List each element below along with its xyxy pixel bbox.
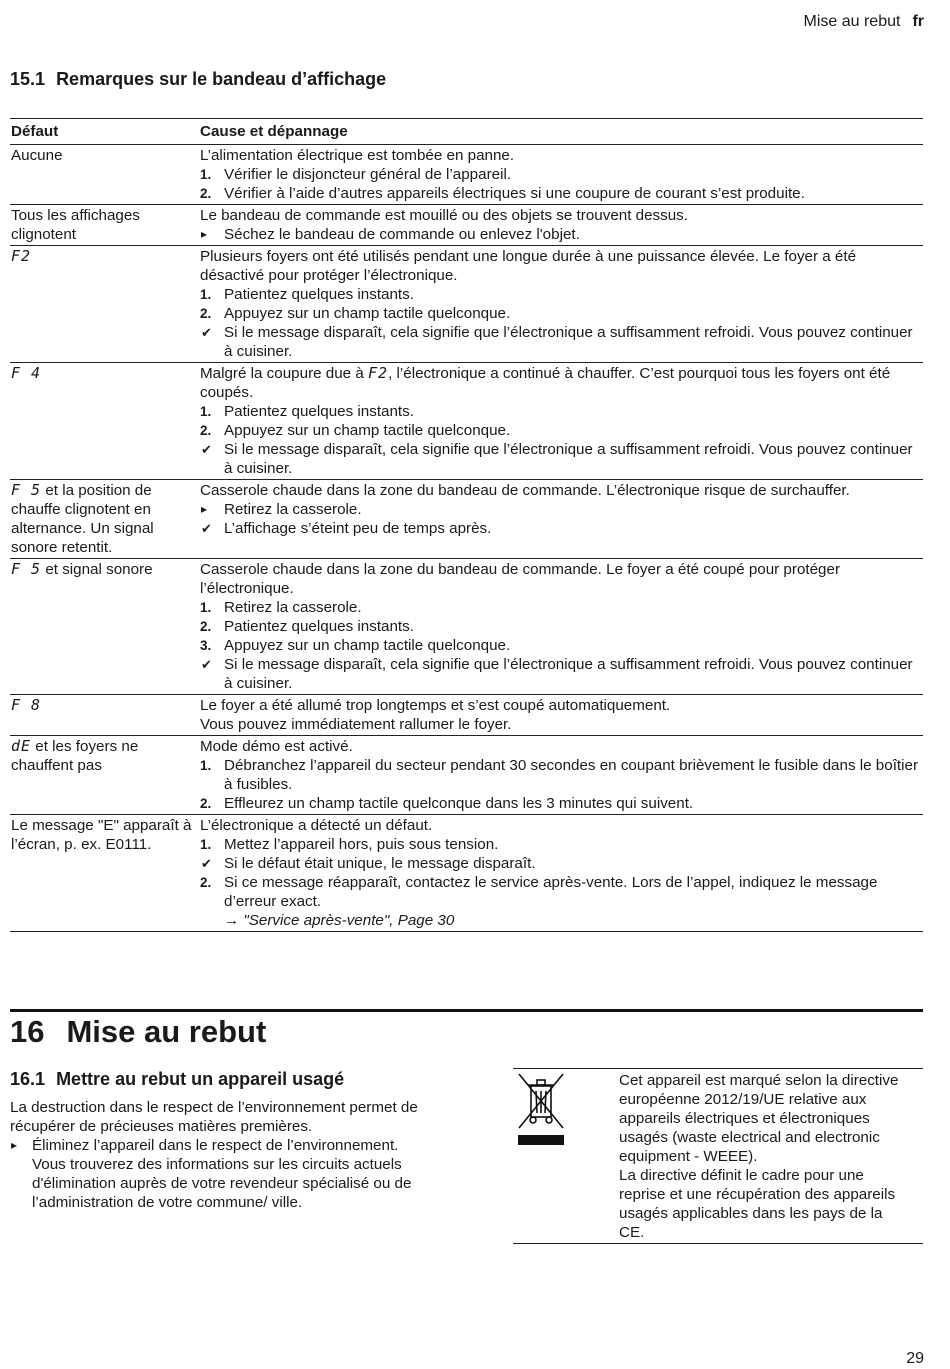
section-title-text: Remarques sur le bandeau d’affichage — [56, 69, 387, 89]
result-item: ✔ L’affichage s’éteint peu de temps après. — [200, 519, 923, 538]
numbered-step — [200, 402, 923, 421]
step-number: 3. — [200, 638, 212, 653]
cause-cell — [199, 480, 923, 559]
disposal-action-text: ▸ Éliminez l’appareil dans le respect de l’environnement. — [32, 1137, 399, 1154]
result-item: ✔ Si le message disparaît, cela signifie que l’électronique a suffisamment refroidi. Vous pouvez continuer à cuisiner. — [200, 655, 923, 693]
fault-cell — [10, 145, 199, 205]
step-text: Appuyez sur un champ tactile quelconque. — [224, 637, 511, 654]
section-title-text: Mettre au rebut un appareil usagé — [56, 1069, 345, 1089]
step-text: Si ce message réapparaît, contactez le service après-vente. Lors de l’appel, indiquez le message d’erreur exact. — [224, 874, 878, 910]
cause-text-2: Vous pouvez immédiatement rallumer le foyer. — [200, 716, 512, 733]
cause-text-part: Malgré la coupure due à — [200, 365, 369, 382]
cause-text: Casserole chaude dans la zone du bandeau de commande. Le foyer a été coupé pour protéger l’électronique. — [200, 561, 841, 597]
fault-cell — [10, 559, 199, 695]
section-number: 15.1 — [10, 69, 46, 89]
cause-text-part: , l’électronique a continué à chauffer. C’est pourquoi tous les foyers ont été coupés. — [200, 365, 891, 401]
step-number: 2. — [200, 306, 212, 321]
column-header-cause: Cause et dépannage — [199, 119, 923, 145]
step-text: Retirez la casserole. — [224, 599, 362, 616]
fault-text: et signal sonore — [41, 561, 153, 578]
chapter-number: 16 — [10, 1014, 45, 1049]
step-number: 1. — [200, 758, 212, 773]
numbered-step — [200, 636, 923, 655]
cause-cell — [199, 815, 923, 932]
fault-text: Aucune — [11, 147, 63, 164]
running-header — [804, 12, 925, 31]
step-text: Vérifier le disjoncteur général de l’appareil. — [224, 166, 512, 183]
cause-text: L’électronique a détecté un défaut. — [200, 817, 433, 834]
cross-reference-link[interactable]: → "Service après-vente", Page 30 — [224, 912, 455, 929]
chapter-16-title — [10, 1012, 266, 1052]
numbered-step — [200, 285, 923, 304]
cause-text: Le bandeau de commande est mouillé ou des objets se trouvent dessus. — [200, 207, 688, 224]
numbered-step — [200, 873, 923, 911]
column-header-fault: Défaut — [10, 119, 199, 145]
action-item: ▸ Retirez la casserole. — [200, 500, 923, 519]
fault-code: F 5 — [11, 560, 42, 578]
cause-cell — [199, 205, 923, 246]
header-section: Mise au rebut — [803, 13, 901, 30]
fault-cell — [10, 480, 199, 559]
cause-text: L’alimentation électrique est tombée en panne. — [200, 147, 515, 164]
step-number: 2. — [200, 875, 212, 890]
numbered-step — [200, 617, 923, 636]
numbered-step — [200, 794, 923, 813]
cause-cell — [199, 559, 923, 695]
step-text: Patientez quelques instants. — [224, 403, 414, 420]
step-text: Mettez l’appareil hors, puis sous tension. — [224, 836, 499, 853]
step-text: Appuyez sur un champ tactile quelconque. — [224, 305, 511, 322]
cause-text — [200, 364, 923, 402]
cause-text: Le foyer a été allumé trop longtemps et s’est coupé automatiquement. — [200, 697, 671, 714]
step-number: 1. — [200, 404, 212, 419]
fault-text: et la position de chauffe clignotent en alternance. Un signal sonore retentit. — [11, 482, 154, 556]
disposal-action — [10, 1136, 435, 1212]
header-lang: fr — [912, 13, 924, 30]
weee-paragraph-2: La directive définit le cadre pour une reprise et une récupération des appareils usagés applicables dans les pays de la CE. — [619, 1167, 896, 1241]
fault-table — [10, 118, 923, 932]
disposal-intro: La destruction dans le respect de l’environnement permet de récupérer de précieuses matières premières. — [10, 1099, 418, 1135]
chapter-title-text: Mise au rebut — [66, 1014, 267, 1049]
cause-text: Casserole chaude dans la zone du bandeau de commande. L’électronique risque de surchauffer. — [200, 482, 850, 499]
fault-text: Tous les affichages clignotent — [11, 207, 140, 243]
numbered-step — [200, 598, 923, 617]
numbered-step — [200, 184, 923, 203]
table-row — [10, 736, 923, 815]
result-item: ✔ Si le message disparaît, cela signifie que l’électronique a suffisamment refroidi. Vous pouvez continuer à cuisiner. — [200, 323, 923, 361]
step-text: Appuyez sur un champ tactile quelconque. — [224, 422, 511, 439]
fault-cell — [10, 815, 199, 932]
step-number: 2. — [200, 423, 212, 438]
table-row — [10, 815, 923, 932]
cause-cell — [199, 736, 923, 815]
section-16-1-title — [10, 1070, 344, 1089]
table-header-row — [10, 119, 923, 145]
fault-code: dE — [11, 737, 32, 755]
step-number: 1. — [200, 167, 212, 182]
step-text: Vérifier à l’aide d’autres appareils électriques si une coupure de courant s’est produite. — [224, 185, 805, 202]
cause-cell — [199, 363, 923, 480]
section-number: 16.1 — [10, 1069, 46, 1089]
table-row — [10, 480, 923, 559]
inline-fault-code: F2 — [368, 364, 389, 382]
weee-paragraph-1: Cet appareil est marqué selon la directive européenne 2012/19/UE relative aux appareils électriques et électroniques usagés (waste electrical and electronic equipment - WEEE). — [619, 1072, 899, 1165]
numbered-step — [200, 756, 923, 794]
crossed-bin-icon — [516, 1071, 566, 1151]
table-row — [10, 559, 923, 695]
step-number: 1. — [200, 837, 212, 852]
table-row — [10, 145, 923, 205]
fault-cell — [10, 695, 199, 736]
table-row — [10, 205, 923, 246]
fault-code: F 4 — [11, 364, 42, 382]
cause-cell — [199, 695, 923, 736]
numbered-step — [200, 835, 923, 854]
fault-cell — [10, 363, 199, 480]
numbered-step — [200, 421, 923, 440]
fault-cell — [10, 736, 199, 815]
cause-text: Plusieurs foyers ont été utilisés pendant une longue durée à une puissance élevée. Le foyer a été désactivé pour protéger l’électronique. — [200, 248, 857, 284]
step-number: 1. — [200, 600, 212, 615]
disposal-text — [10, 1098, 435, 1212]
table-row — [10, 695, 923, 736]
weee-notice — [513, 1068, 923, 1244]
fault-text: et les foyers ne chauffent pas — [11, 738, 139, 774]
action-item: ▸ Séchez le bandeau de commande ou enlevez l'objet. — [200, 225, 923, 244]
step-text: Patientez quelques instants. — [224, 286, 414, 303]
step-number: 1. — [200, 287, 212, 302]
fault-code: F 5 — [11, 481, 42, 499]
weee-text — [619, 1071, 904, 1242]
result-item: ✔ Si le défaut était unique, le message disparaît. — [200, 854, 923, 873]
result-item: ✔ Si le message disparaît, cela signifie que l’électronique a suffisamment refroidi. Vous pouvez continuer à cuisiner. — [200, 440, 923, 478]
cause-text: Mode démo est activé. — [200, 738, 353, 755]
fault-text: Le message "E" apparaît à l’écran, p. ex. E0111. — [11, 817, 192, 853]
step-number: 2. — [200, 796, 212, 811]
fault-table-body — [10, 145, 923, 932]
disposal-action-note: Vous trouverez des informations sur les circuits actuels d'élimination auprès de votre revendeur spécialisé ou de l’administration de votre commune/ ville. — [32, 1156, 412, 1211]
fault-code: F 8 — [11, 696, 42, 714]
fault-code: F2 — [11, 247, 32, 265]
table-row — [10, 363, 923, 480]
numbered-step — [200, 165, 923, 184]
page-number: 29 — [906, 1350, 924, 1367]
step-number: 2. — [200, 619, 212, 634]
cause-cell — [199, 246, 923, 363]
fault-cell — [10, 246, 199, 363]
step-text: Débranchez l’appareil du secteur pendant 30 secondes en coupant brièvement le fusible dans le boîtier à fusibles. — [224, 757, 919, 793]
step-number: 2. — [200, 186, 212, 201]
step-text: Effleurez un champ tactile quelconque dans les 3 minutes qui suivent. — [224, 795, 694, 812]
numbered-step — [200, 304, 923, 323]
table-row — [10, 246, 923, 363]
cause-cell — [199, 145, 923, 205]
section-15-1-title — [10, 70, 386, 89]
step-text: Patientez quelques instants. — [224, 618, 414, 635]
fault-cell — [10, 205, 199, 246]
